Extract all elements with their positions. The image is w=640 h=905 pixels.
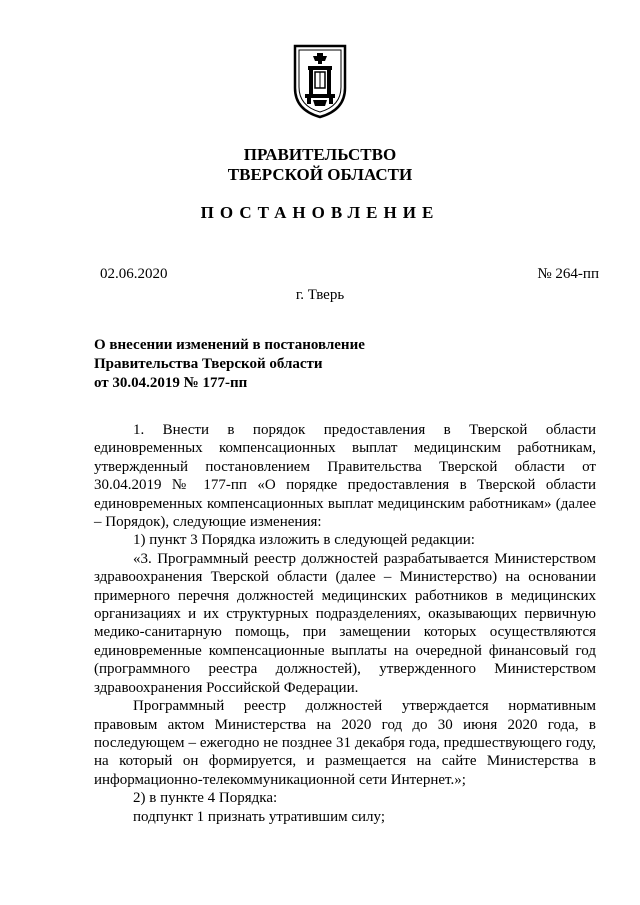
- subject-line-3: от 30.04.2019 № 177-пп: [94, 375, 248, 391]
- subject-line-2: Правительства Тверской области: [94, 356, 323, 372]
- document-date: 02.06.2020: [100, 266, 168, 282]
- government-name-line1: ПРАВИТЕЛЬСТВО: [243, 145, 397, 164]
- body-paragraph: Программный реестр должностей утверждается нормативным правовым актом Министерства на 2020 год до 30 июня 2020 года, в последующем – ежегодно не позднее 31 декабря года, предшествующего году, на который он формируется, и размещается на сайте Министерства в информационно-телекоммуникационной сети Интернет.»;: [94, 698, 596, 788]
- body-paragraph: «3. Программный реестр должностей разрабатывается Министерством здравоохранения Тверской области (далее – Министерство) на основании примерного перечня должностей медицинских работников в медицинских организациях и их структурных подразделениях, оказывающих первичную медико-санитарную помощь, при замещении которых осуществляются единовременные компенсационные выплаты на очередной финансовый год (программного реестра должностей), утвержденного Министерством здравоохранения Российской Федерации.: [94, 550, 596, 696]
- document-body: [94, 421, 596, 826]
- document-type-title: ПОСТАНОВЛЕНИЕ: [200, 203, 440, 222]
- document-number: № 264-пп: [537, 266, 599, 282]
- subject-line-1: О внесении изменений в постановление: [94, 337, 365, 353]
- document-city: г. Тверь: [295, 287, 345, 303]
- government-name-line2: ТВЕРСКОЙ ОБЛАСТИ: [227, 165, 413, 184]
- body-paragraph: 2) в пункте 4 Порядка:: [133, 790, 278, 807]
- coat-of-arms-icon: [291, 40, 349, 120]
- body-paragraph: подпункт 1 признать утратившим силу;: [133, 808, 385, 825]
- body-paragraph: 1. Внести в порядок предоставления в Тверской области единовременных компенсационных выплат медицинским работникам, утвержденный постановлением Правительства Тверской области от 30.04.2019 № 177-пп «О порядке предоставления в Тверской области единовременных компенсационных выплат медицинским работникам» (далее – Порядок), следующие изменения:: [94, 422, 596, 531]
- body-paragraph: 1) пункт 3 Порядка изложить в следующей редакции:: [133, 532, 475, 549]
- document-subject: [94, 336, 365, 393]
